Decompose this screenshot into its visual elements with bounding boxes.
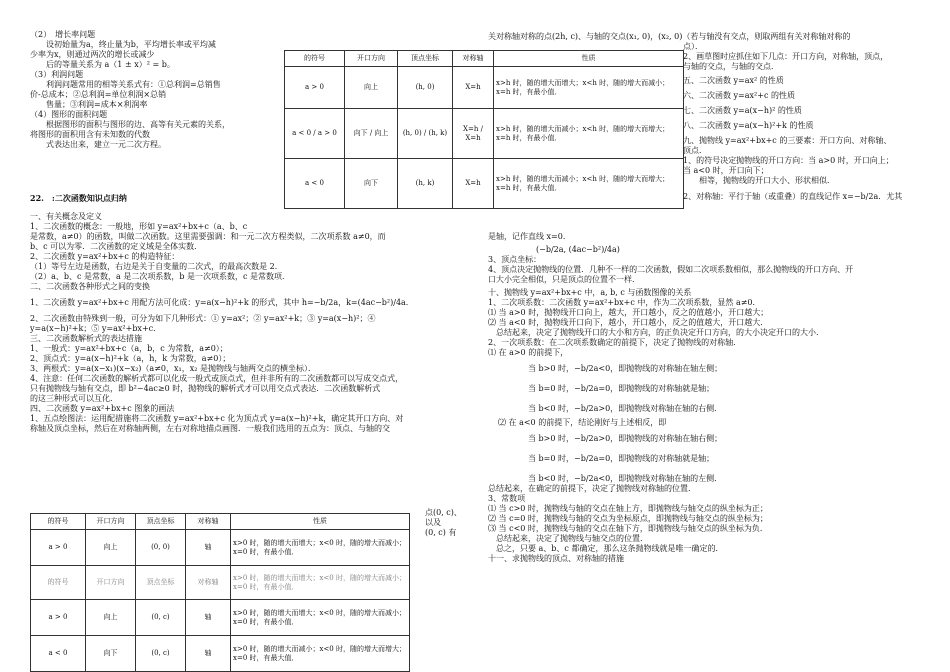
cell: a < 0 / a > 0 bbox=[285, 109, 345, 159]
text-line: 是轴，记作直线 x=0． bbox=[488, 232, 571, 241]
cell: X=h / X=h bbox=[453, 109, 494, 159]
th-vertex: 顶点坐标 bbox=[398, 51, 453, 67]
cell: (h, 0) bbox=[398, 67, 453, 109]
cell: (0, c) bbox=[136, 600, 186, 636]
th-open: 开口方向 bbox=[345, 51, 398, 67]
text-line: ⑴ 当 a>0 时，抛物线开口向上，越大，开口越小，反之的值越小，开口越大； bbox=[488, 308, 769, 317]
cell: (0, c) bbox=[136, 636, 186, 672]
text-line: （3）利润问题 bbox=[30, 70, 84, 79]
text-line: 关对称轴对称的点(2h, c)、与轴的交点(x₁, 0)，(x₂, 0)（若与轴没有交点，则取两组有关对称轴对称的 bbox=[488, 32, 851, 41]
text-line: ⑵ 当 a<0 时，抛物线开口向下，越小，开口越小，反之的值越大，开口越大． bbox=[488, 318, 769, 327]
text-line: 十一、求抛物线的顶点、对称轴的措施 bbox=[488, 554, 624, 563]
text-line: 1、二次函数的概念：一般地，形如 y=ax²+bx+c（a、b、c bbox=[30, 222, 248, 231]
text-line: 后的等量关系为 a（1 ± x）² = b。 bbox=[30, 60, 175, 69]
text-line: 口大小完全相似，只是顶点的位置不一样． bbox=[488, 275, 640, 284]
cell: x>0 时，随的增大而增大；x<0 时，随的增大而减小；x=0 时，有最小值． bbox=[231, 600, 410, 636]
th-vertex: 顶点坐标 bbox=[136, 514, 186, 530]
text-line: 当 b>0 时，−b/2a>0，即抛物线的对称轴在轴右侧； bbox=[528, 434, 723, 443]
table-row bbox=[31, 636, 410, 672]
text-line: 总结起来，决定了抛物线与轴交点的位置． bbox=[488, 534, 648, 543]
text-line: ⑴ 在 a>0 的前提下， bbox=[488, 348, 569, 357]
text-line: b、c 可以为零．二次函数的定义域是全体实数． bbox=[30, 242, 203, 251]
cell: 向下 bbox=[86, 636, 136, 672]
text-line: ⑵ 当 c=0 时，抛物线与轴的交点为坐标原点，即抛物线与轴交点的纵坐标为； bbox=[488, 514, 768, 523]
cell: a < 0 bbox=[31, 636, 86, 672]
section-title: 22. :二次函数知识点归纳 bbox=[30, 193, 127, 203]
text-line: 2、对称轴：平行于轴（或重叠）的直线记作 x=−b/2a．尤其 bbox=[683, 192, 903, 201]
th-axis: 对称轴 bbox=[186, 514, 231, 530]
text-line: 三、二次函数解析式的表达措施 bbox=[30, 334, 142, 343]
right-list bbox=[488, 52, 928, 202]
text-line: 2、画草图时应抓住如下几点：开口方向，对称轴，顶点， bbox=[683, 52, 889, 61]
text-line: 称轴及顶点坐标，然后在对称轴两侧，左右对称地描点画图．一般我们选用的五点为：顶点、与轴的交 bbox=[30, 424, 390, 433]
text-line: 当 b<0 时，−b/2a<0，即抛物线对称轴在轴的左侧． bbox=[528, 474, 723, 483]
text-line: 五、二次函数 y=ax² 的性质 bbox=[683, 76, 784, 85]
text-line: 3、两根式：y=a(x−x₁)(x−x₂)（a≠0，x₁，x₂ 是抛物线与轴两交点的横坐标）． bbox=[30, 364, 316, 373]
text-line: 少率为x，则通过两次的增长或减少 bbox=[30, 50, 155, 59]
text-line: 1、二次函数 y=ax²+bx+c 用配方法可化成：y=a(x−h)²+k 的形式，其中 h=−b/2a，k=(4ac−b²)/4a． bbox=[30, 298, 414, 307]
text-line: （2）a、b、c 是常数，a 是二次项系数，b 是一次项系数，c 是常数项． bbox=[30, 272, 291, 281]
text-line: 2、顶点式：y=a(x−h)²+k（a，h，k 为常数，a≠0）； bbox=[30, 354, 231, 363]
text-line: 2、一次项系数：在二次项系数确定的前提下，决定了抛物线的对称轴． bbox=[488, 338, 742, 347]
text-line: 顶点． bbox=[683, 146, 707, 155]
cell: (h, k) bbox=[398, 159, 453, 209]
text-line: 六、二次函数 y=ax²+c 的性质 bbox=[683, 91, 795, 100]
cell: x>h 时，随的增大而减小；x<h 时，随的增大而增大；x=h 时，有最小值． bbox=[494, 109, 684, 159]
cell: x>h 时，随的增大而减小；x<h 时，随的增大而增大；x=h 时，有最大值． bbox=[494, 159, 684, 209]
text-line: 1、二次项系数：二次函数 y=ax²+bx+c 中，作为二次项系数，显然 a≠0． bbox=[488, 298, 761, 307]
text-line: 十、抛物线 y=ax²+bx+c 中，a, b, c 与函数图像的关系 bbox=[488, 288, 692, 297]
properties-table-left bbox=[30, 513, 410, 672]
cell: a > 0 bbox=[31, 600, 86, 636]
text-line: （4）图形的面积问题 bbox=[30, 110, 108, 119]
text-line: 当 b>0 时，−b/2a<0，即抛物线的对称轴在轴左侧； bbox=[528, 364, 723, 373]
left-top-text bbox=[30, 30, 280, 150]
text-line: （2） 增长率问题 bbox=[30, 30, 96, 39]
text-line: ⑵ 在 a<0 的前提下，结论刚好与上述相反，即 bbox=[498, 418, 667, 427]
text-line: 2、二次函数由特殊到一般，可分为如下几种形式：① y=ax²；② y=ax²+k；③ y=a(x−h)²；④ bbox=[30, 314, 376, 323]
text-line: 是常数，a≠0）的函数，叫做二次函数。这里需要强调：和一元二次方程类似，二次项系数 a≠0，而 bbox=[30, 232, 386, 241]
side-note bbox=[425, 508, 475, 538]
cases-a-over-zero bbox=[488, 364, 928, 414]
text-line: 3、常数项 bbox=[488, 494, 526, 503]
left-body-text bbox=[30, 212, 480, 434]
mid-lower-text bbox=[488, 232, 928, 564]
text-line: 以及 bbox=[425, 518, 441, 527]
cell: 顶点坐标 bbox=[136, 566, 186, 600]
text-line: 总结起来，在确定的前提下，决定了抛物线对称轴的位置． bbox=[488, 484, 696, 493]
cell: X=h bbox=[453, 159, 494, 209]
text-line: 4、顶点决定抛物线的位置．几种不一样的二次函数，假如二次项系数相似，那么抛物线的开口方向、开 bbox=[488, 265, 854, 274]
th-property: 性质 bbox=[231, 514, 410, 530]
cell: 的符号 bbox=[31, 566, 86, 600]
text-line: 当 b<0 时，−b/2a>0，即抛物线对称轴在轴的右侧． bbox=[528, 404, 723, 413]
text-line: 点）． bbox=[683, 42, 703, 51]
cell: a < 0 bbox=[285, 159, 345, 209]
cell: 向上 bbox=[86, 530, 136, 566]
text-line: 1、的符号决定抛物线的开口方向：当 a>0 时，开口向上； bbox=[683, 156, 894, 165]
text-line: 1、五点绘图法：运用配措施将二次函数 y=ax²+bx+c 化为顶点式 y=a(x−h)²+k，确定其开口方向、对 bbox=[30, 414, 404, 423]
text-line: 相等，抛物线的开口大小、形状相似． bbox=[683, 176, 835, 185]
text-line: 将图形的面积用含有未知数的代数 bbox=[30, 130, 150, 139]
text-line: 设初始量为a，终止量为b，平均增长率或平均减 bbox=[30, 40, 216, 49]
cell: 向下 / 向上 bbox=[345, 109, 398, 159]
right-column bbox=[488, 32, 928, 202]
text-line: 总之，只要 a、b、c 都确定，那么这条抛物线就是唯一确定的． bbox=[488, 544, 724, 553]
text-line: y=a(x−h)²+k；⑤ y=ax²+bx+c． bbox=[30, 324, 162, 333]
text-line: 七、二次函数 y=a(x−h)² 的性质 bbox=[683, 106, 802, 115]
text-line: 一、有关概念及定义 bbox=[30, 212, 102, 221]
text-line: (0, c) 有 bbox=[425, 528, 457, 537]
text-line: 总结起来，决定了抛物线开口的大小和方向，的正负决定开口方向，的大小决定开口的大小． bbox=[488, 328, 824, 337]
cell: 轴 bbox=[186, 530, 231, 566]
text-line: 价-总成本；②总利润=单位利润×总销 bbox=[30, 90, 167, 99]
cell: 向上 bbox=[86, 600, 136, 636]
text-line: 2、二次函数 y=ax²+bx+c 的构造特征： bbox=[30, 252, 180, 261]
cell: x>h 时，随的增大而增大；x<h 时，随的增大而减小；x=h 时，有最小值． bbox=[494, 67, 684, 109]
text-line: ⑴ 当 c>0 时，抛物线与轴的交点在轴上方，即抛物线与轴交点的纵坐标为正； bbox=[488, 504, 768, 513]
cell: x>0 时，随的增大而增大；x<0 时，随的增大而减小；x=0 时，有最小值． bbox=[231, 530, 410, 566]
cell: 向上 bbox=[345, 67, 398, 109]
text-line: 式表达出来，建立一元二次方程。 bbox=[30, 140, 166, 149]
text-line: 二、二次函数各种形式之间的变换 bbox=[30, 282, 150, 291]
text-line: 1、一般式：y=ax²+bx+c（a，b，c 为常数，a≠0）； bbox=[30, 344, 228, 353]
text-line: 的这三种形式可以互化． bbox=[30, 394, 118, 403]
cell: x>0 时，随的增大而减小；x<0 时，随的增大而增大；x=0 时，有最大值． bbox=[231, 636, 410, 672]
text-line: 当 b=0 时，−b/2a=0，即抛物线的对称轴就是轴； bbox=[528, 454, 715, 463]
text-line: 点(0, c)、 bbox=[425, 508, 462, 517]
th-sign: 的符号 bbox=[285, 51, 345, 67]
table-row bbox=[31, 600, 410, 636]
th-property: 性质 bbox=[494, 51, 684, 67]
text-line: 八、二次函数 y=a(x−h)²+k 的性质 bbox=[683, 121, 814, 130]
cell: 轴 bbox=[186, 636, 231, 672]
cell: a > 0 bbox=[31, 530, 86, 566]
text-line: （1）等号左边是函数，右边是关于自变量的二次式，的最高次数是 2． bbox=[30, 262, 283, 271]
text-line: 售量；③利润=成本×利润率 bbox=[30, 100, 148, 109]
cell: (h, 0) / (h, k) bbox=[398, 109, 453, 159]
cell: 开口方向 bbox=[86, 566, 136, 600]
text-line: 利润问题常用的相等关系式有：①总利润=总销售 bbox=[30, 80, 221, 89]
text-line: 当 b=0 时，−b/2a=0，即抛物线的对称轴就是轴； bbox=[528, 384, 715, 393]
table-row bbox=[31, 566, 410, 600]
cell: a > 0 bbox=[285, 67, 345, 109]
cell: 向下 bbox=[345, 159, 398, 209]
cell: 轴 bbox=[186, 600, 231, 636]
table-row bbox=[31, 530, 410, 566]
text-line: 根据图形的面积与图形的边、高等有关元素的关系， bbox=[30, 120, 230, 129]
text-line: 只有抛物线与轴有交点，即 b²−4ac≥0 时，抛物线的解析式才可以用交点式表达．二次函数解析式 bbox=[30, 384, 381, 393]
cell: X=h bbox=[453, 67, 494, 109]
cases-a-under-zero bbox=[488, 434, 928, 484]
text-line: 3、顶点坐标： bbox=[488, 255, 542, 264]
cell: (0, 0) bbox=[136, 530, 186, 566]
th-sign: 的符号 bbox=[31, 514, 86, 530]
th-open: 开口方向 bbox=[86, 514, 136, 530]
text-line: 4、注意：任何二次函数的解析式都可以化成一般式或顶点式，但并非所有的二次函数都可以写成交点式， bbox=[30, 374, 404, 383]
text-line: 当 a<0 时，开口向下； bbox=[683, 166, 769, 175]
th-axis: 对称轴 bbox=[453, 51, 494, 67]
text-line: (−b/2a, (4ac−b²)/4a) bbox=[528, 245, 620, 254]
cell: x>0 时，随的增大而增大；x<0 时，随的增大而减小；x=0 时，有最小值． bbox=[231, 566, 410, 600]
text-line: 与轴的交点，与轴的交点． bbox=[683, 62, 779, 71]
text-line: ⑶ 当 c<0 时，抛物线与轴的交点在轴下方，即抛物线与轴交点的纵坐标为负． bbox=[488, 524, 768, 533]
text-line: 四、二次函数 y=ax²+bx+c 图象的画法 bbox=[30, 404, 175, 413]
cell: 对称轴 bbox=[186, 566, 231, 600]
text-line: 九、抛物线 y=ax²+bx+c 的三要素：开口方向、对称轴、 bbox=[683, 136, 892, 145]
